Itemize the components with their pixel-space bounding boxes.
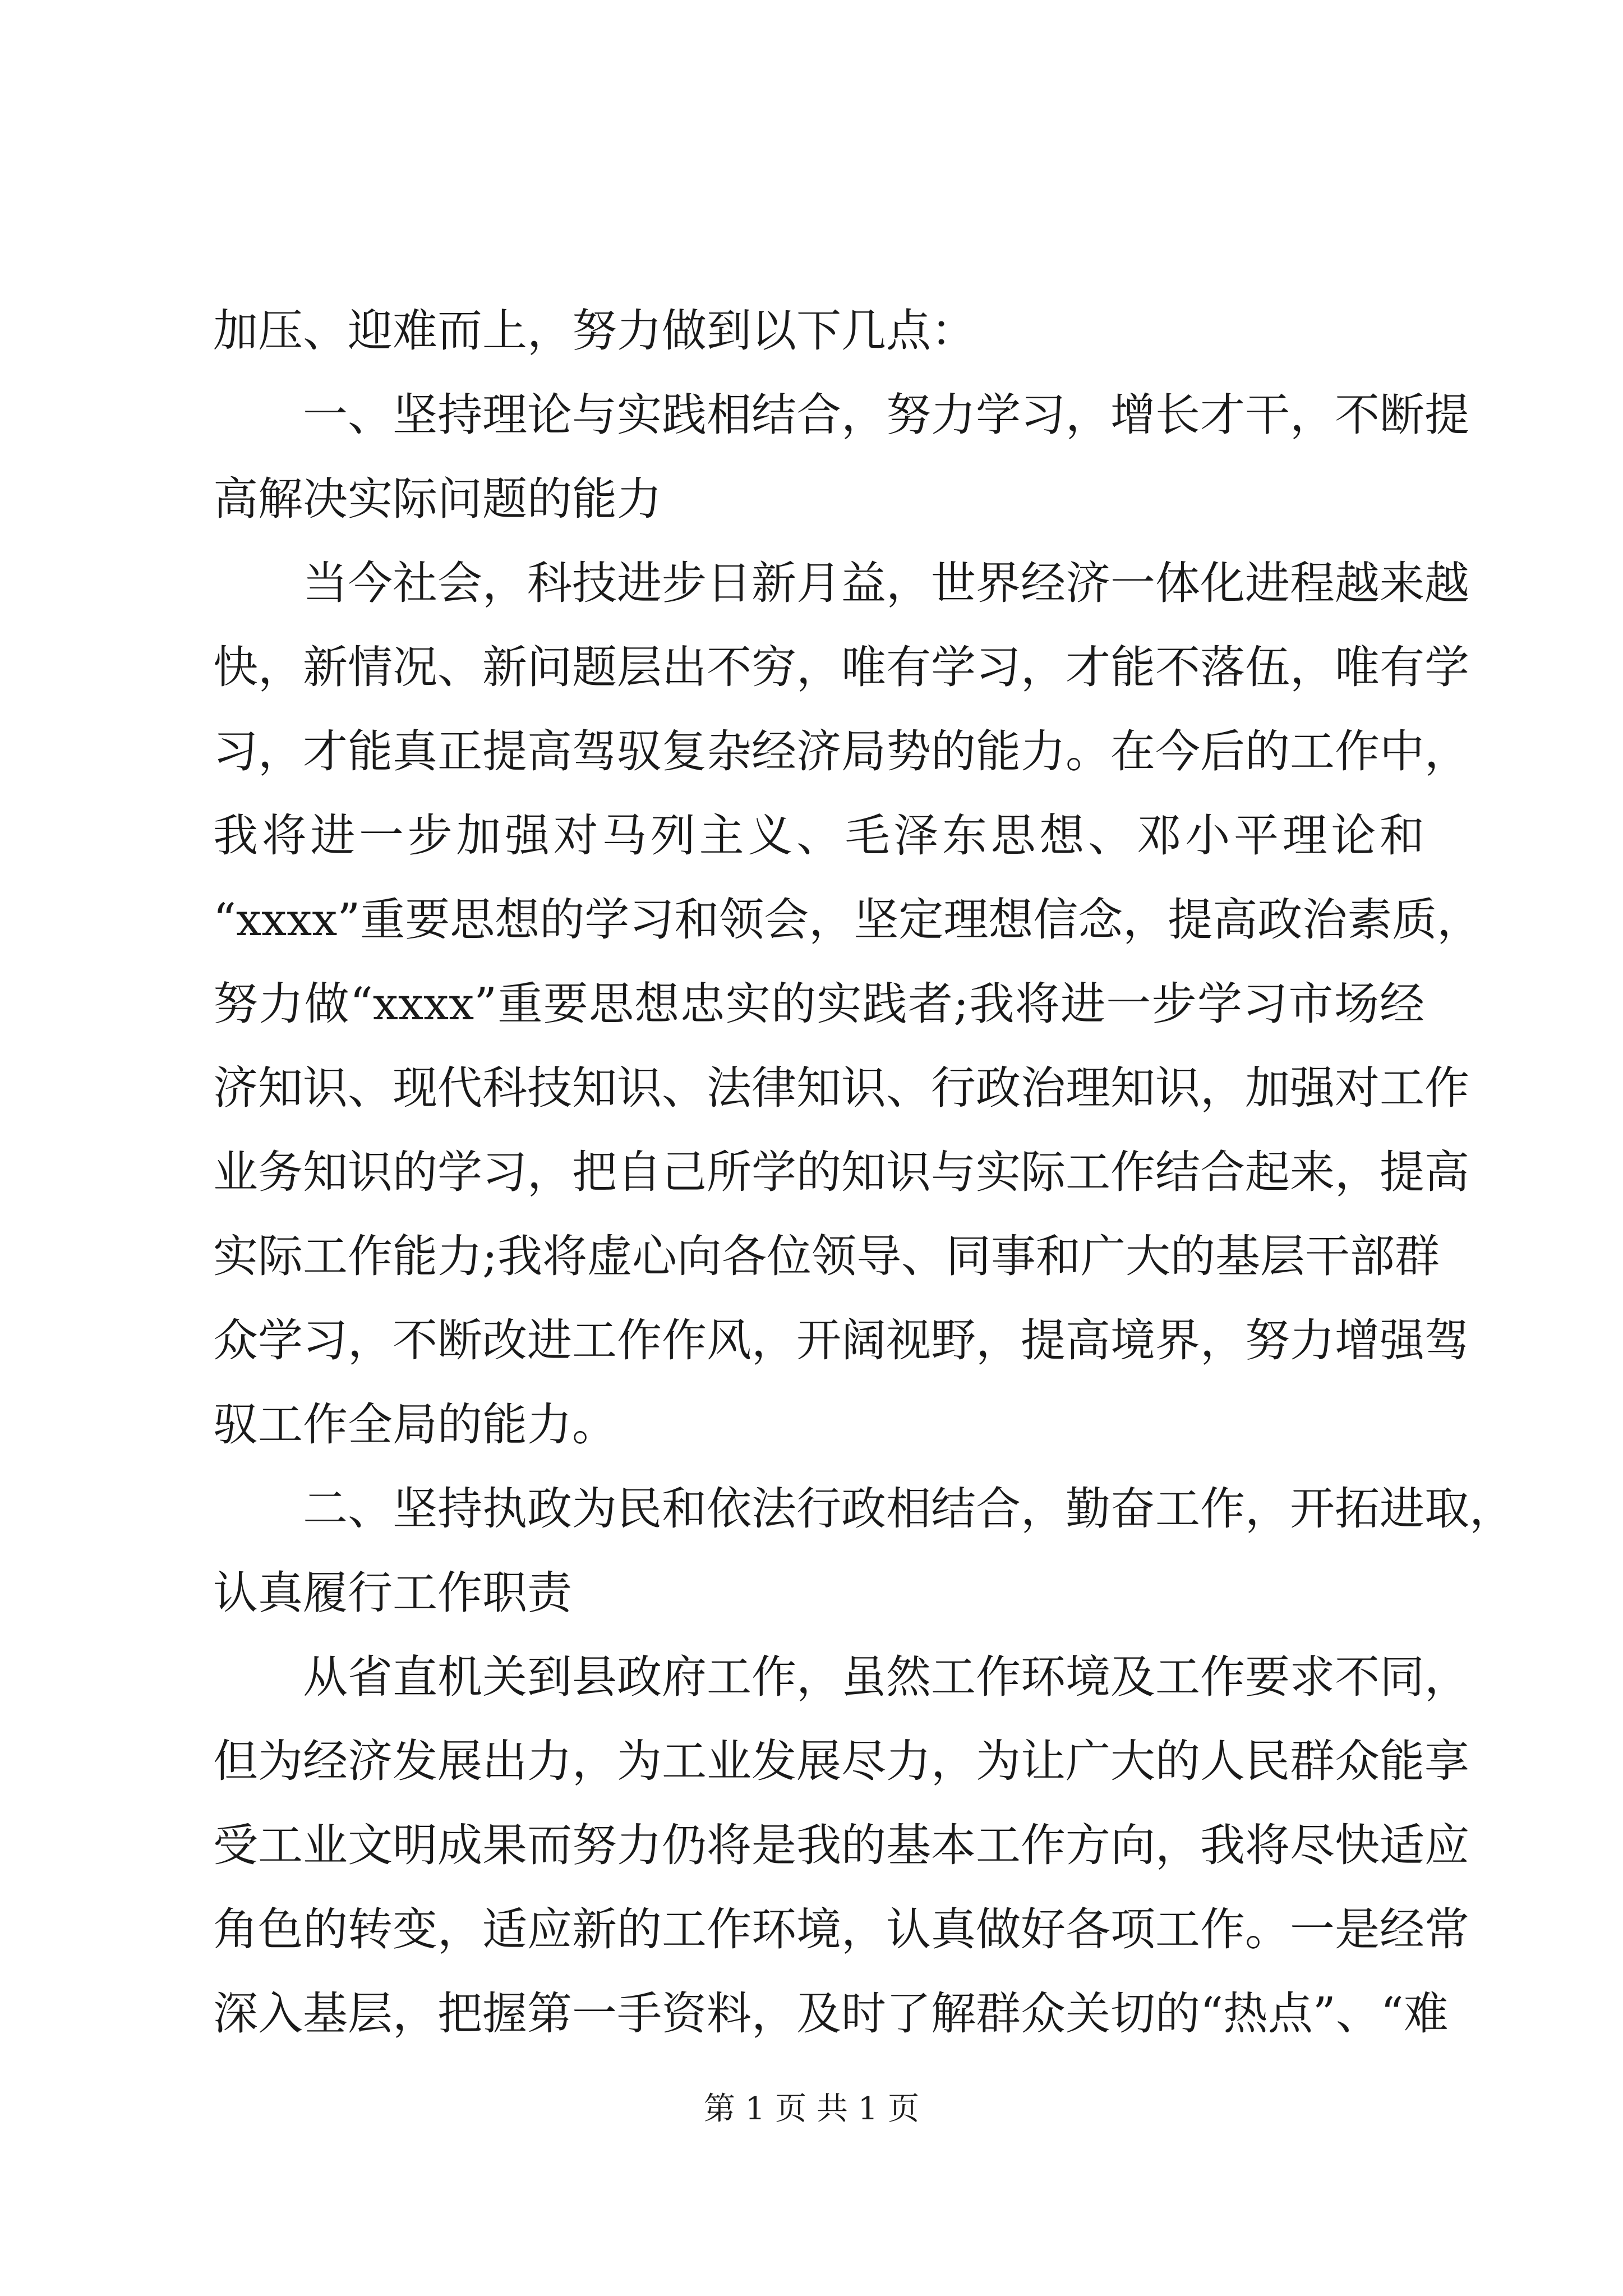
text-line: 从省直机关到县政府工作，虽然工作环境及工作要求不同， [303,1651,1469,1703]
text-line: 习，才能真正提高驾驭复杂经济局势的能力。在今后的工作中， [213,725,1469,777]
text-line: “xxxx”重要思想的学习和领会，坚定理想信念，提高政治素质， [213,894,1482,946]
section-heading-1: 一、坚持理论与实践相结合，努力学习，增长才干，不断提 [303,389,1469,441]
text-line: 受工业文明成果而努力仍将是我的基本工作方向，我将尽快适应 [213,1819,1469,1871]
text-line: 业务知识的学习，把自己所学的知识与实际工作结合起来，提高 [213,1146,1469,1198]
text-line: 加压、迎难而上，努力做到以下几点： [213,305,976,357]
text-line: 当今社会，科技进步日新月益，世界经济一体化进程越来越 [303,557,1469,609]
section-heading-2: 二、坚持执政为民和依法行政相结合，勤奋工作，开拓进取， [303,1483,1514,1535]
section-heading-2-cont: 认真履行工作职责 [213,1567,572,1619]
text-line: 努力做“xxxx”重要思想忠实的实践者;我将进一步学习市场经 [213,978,1424,1030]
text-line: 驭工作全局的能力。 [213,1398,617,1451]
text-line: 角色的转变，适应新的工作环境，认真做好各项工作。一是经常 [213,1903,1469,1955]
text-line: 众学习，不断改进工作作风，开阔视野，提高境界，努力增强驾 [213,1314,1469,1366]
text-line: 实际工作能力;我将虚心向各位领导、同事和广大的基层干部群 [213,1230,1440,1282]
text-line: 我将进一步加强对马列主义、毛泽东思想、邓小平理论和 [213,809,1424,862]
page-footer: 第 1 页 共 1 页 [703,2091,920,2127]
text-line: 但为经济发展出力，为工业发展尽力，为让广大的人民群众能享 [213,1735,1469,1787]
text-line: 快，新情况、新问题层出不穷，唯有学习，才能不落伍，唯有学 [213,641,1469,693]
section-heading-1-cont: 高解决实际问题的能力 [213,473,662,525]
text-line: 深入基层，把握第一手资料，及时了解群众关切的“热点”、“难 [213,1987,1449,2040]
text-line: 济知识、现代科技知识、法律知识、行政治理知识，加强对工作 [213,1062,1469,1114]
